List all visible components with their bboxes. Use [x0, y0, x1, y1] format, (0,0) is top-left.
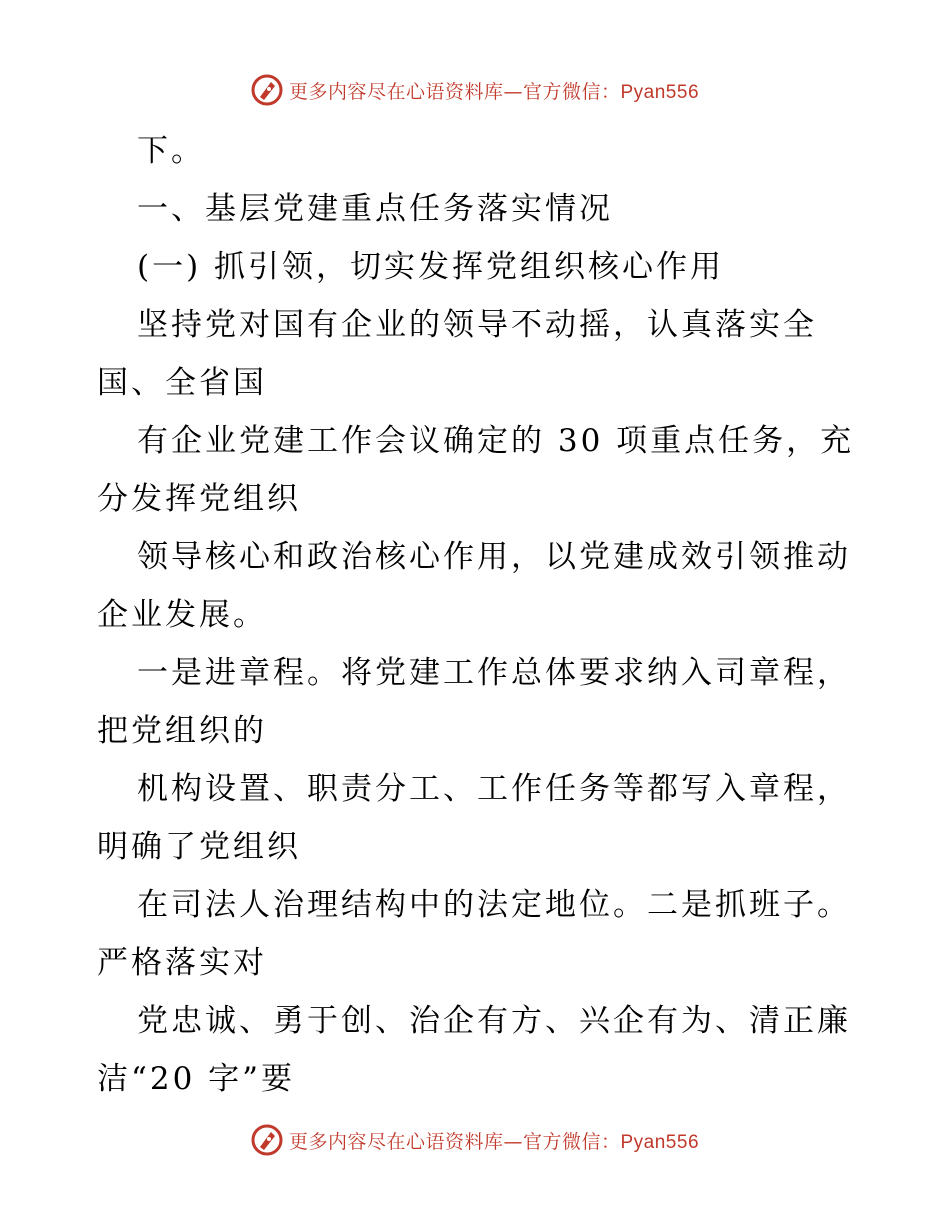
- header-banner-label: 更多内容尽在心语资料库—官方微信：: [288, 80, 621, 103]
- text-line-7: 分发挥党组织: [97, 481, 301, 517]
- document-body: [97, 122, 867, 1108]
- section-heading: 一、基层党建重点任务落实情况: [137, 191, 613, 227]
- text-line-12: 机构设置、职责分工、工作任务等都写入章程，: [137, 771, 851, 807]
- subsection-heading: (一) 抓引领，切实发挥党组织核心作用: [137, 249, 725, 285]
- footer-banner-text: [289, 1127, 699, 1154]
- pen-nib-logo-icon: [251, 1124, 283, 1156]
- header-banner-text: [289, 77, 699, 104]
- text-line-11: 把党组织的: [97, 713, 267, 749]
- text-line-10: 一是进章程。将党建工作总体要求纳入司章程，: [137, 655, 851, 691]
- footer-wechat-id: Pyan556: [620, 1131, 700, 1153]
- text-line-4: 坚持党对国有企业的领导不动摇，认真落实全: [137, 307, 817, 343]
- text-line-9: 企业发展。: [97, 597, 267, 633]
- text-line-17: 洁“20 字”要: [97, 1061, 295, 1097]
- text-line-6: 有企业党建工作会议确定的 30 项重点任务，充: [137, 423, 855, 459]
- text-line-16: 党忠诚、勇于创、治企有方、兴企有为、清正廉: [137, 1003, 851, 1039]
- text-line-1: 下。: [137, 133, 205, 169]
- text-line-14: 在司法人治理结构中的法定地位。二是抓班子。: [137, 887, 851, 923]
- footer-banner-label: 更多内容尽在心语资料库—官方微信：: [288, 1130, 621, 1153]
- header-banner: [0, 70, 950, 110]
- text-line-8: 领导核心和政治核心作用，以党建成效引领推动: [137, 539, 851, 575]
- pen-nib-logo-icon: [251, 74, 283, 106]
- text-line-13: 明确了党组织: [97, 829, 301, 865]
- text-line-15: 严格落实对: [97, 945, 267, 981]
- footer-banner: [0, 1120, 950, 1160]
- header-wechat-id: Pyan556: [620, 81, 700, 103]
- text-line-5: 国、全省国: [97, 365, 267, 401]
